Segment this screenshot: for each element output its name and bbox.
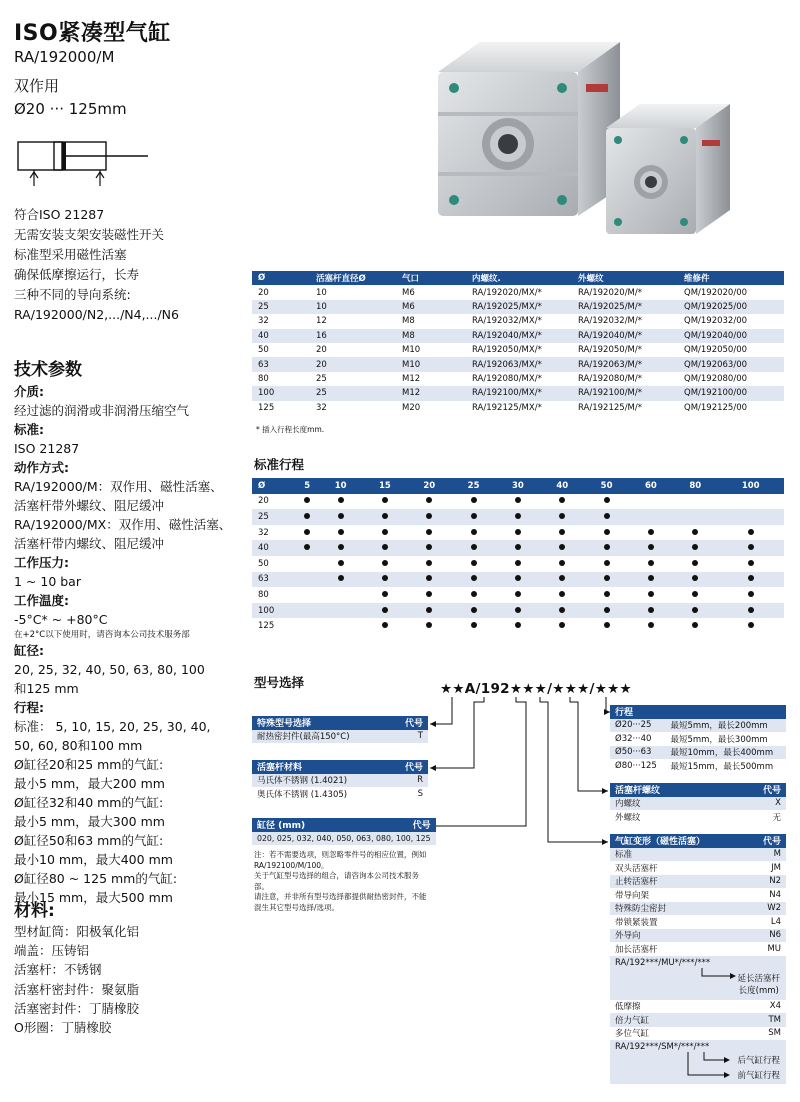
table-cell: 25 — [310, 386, 396, 400]
spec-value: 1 ~ 10 bar — [14, 574, 81, 589]
table-cell: RA/192040/M/* — [572, 329, 678, 343]
spec-value: Ø缸径80 ~ 125 mm的气缸: — [14, 871, 178, 886]
bore-box — [252, 818, 436, 845]
material-item: 活塞杆密封件：聚氨脂 — [14, 981, 140, 997]
note-line: 请注意，并非所有型号选择都提供耐热密封件，不能混生其它型号选择/选项。 — [254, 892, 427, 912]
variant-box — [610, 834, 786, 1084]
spec-label: 工作压力: — [14, 555, 69, 570]
table-cell: 10 — [310, 285, 396, 299]
order-code: ★★A/192★★★/★★★/★★★ — [440, 681, 632, 697]
spec-value: 活塞杆带内螺纹、阻尼缓冲 — [14, 536, 165, 551]
selection-notes — [254, 850, 430, 914]
table-cell: QM/192025/00 — [678, 300, 784, 314]
stroke-column-header: 5 — [296, 478, 318, 494]
code-header: 代号 — [390, 760, 429, 774]
table-cell: RA/192125/MX/* — [466, 401, 572, 415]
spec-value: 最小15 mm，最大500 mm — [14, 890, 173, 905]
stroke-column-header: 40 — [540, 478, 584, 494]
table-cell: M20 — [396, 401, 466, 415]
spec-label: 介质: — [14, 384, 44, 399]
stroke-column-header: 20 — [407, 478, 451, 494]
column-header: Ø — [252, 271, 310, 285]
table-cell: 32 — [310, 401, 396, 415]
table-cell: RA/192125/M/* — [572, 401, 678, 415]
multi-position-code: RA/192***/SM*/***/*** — [615, 1042, 710, 1052]
table-cell: RA/192025/MX/* — [466, 300, 572, 314]
option-row: 外导向 N6 — [610, 929, 786, 943]
table-cell: 40 — [252, 329, 310, 343]
spec-value: 标准： 5, 10, 15, 20, 25, 30, 40, — [14, 719, 211, 734]
table-cell: RA/192100/M/* — [572, 386, 678, 400]
table-cell: RA/192063/M/* — [572, 357, 678, 371]
table-cell: QM/192032/00 — [678, 314, 784, 328]
bore-label: 40 — [252, 540, 296, 556]
spec-value: RA/192000/M：双作用、磁性活塞、 — [14, 479, 223, 494]
box-header: 特殊型号选择 — [252, 716, 390, 730]
option-row: 止转活塞杆 N2 — [610, 875, 786, 889]
material-item: 活塞杆：不锈钢 — [14, 962, 102, 978]
table-cell: RA/192020/MX/* — [466, 285, 572, 299]
table-cell: QM/192050/00 — [678, 343, 784, 357]
page-title: ISO紧凑型气缸 — [14, 21, 171, 46]
code-header: 代号 — [376, 818, 436, 832]
table-cell: M6 — [396, 285, 466, 299]
bore-label: 32 — [252, 525, 296, 541]
spec-value: 和125 mm — [14, 681, 79, 696]
rear-cylinder-label: 后气缸行程 — [737, 1056, 780, 1066]
material-item: 型材缸筒：阳极氧化铝 — [14, 924, 140, 939]
table-cell: 16 — [310, 329, 396, 343]
table-cell: 20 — [310, 357, 396, 371]
box-header: 活塞杆螺纹 — [610, 783, 727, 797]
bore-label: 125 — [252, 618, 296, 634]
table-cell: M10 — [396, 357, 466, 371]
bore-label: 20 — [252, 494, 296, 510]
stroke-column-header: 80 — [673, 478, 717, 494]
spec-label: 工作温度: — [14, 593, 69, 608]
table-cell: 63 — [252, 357, 310, 371]
box-header: 行程 — [610, 705, 786, 719]
table-cell: 80 — [252, 372, 310, 386]
table-cell: 100 — [252, 386, 310, 400]
option-row: 020, 025, 032, 040, 050, 063, 080, 100, 125 — [252, 832, 436, 846]
bore-label: 50 — [252, 556, 296, 572]
spec-value: Ø缸径32和40 mm的气缸: — [14, 795, 164, 810]
extended-rod-unit: 长度(mm) — [738, 985, 779, 996]
table-cell: RA/192063/MX/* — [466, 357, 572, 371]
code-header: 代号 — [390, 716, 428, 730]
table-cell: RA/192040/MX/* — [466, 329, 572, 343]
column-header: 内螺纹. — [466, 271, 572, 285]
bore-label: 63 — [252, 572, 296, 588]
spec-value: Ø缸径50和63 mm的气缸: — [14, 833, 164, 848]
materials-heading: 材料: — [14, 901, 55, 921]
spec-label: 行程: — [14, 700, 44, 715]
table-cell: M6 — [396, 300, 466, 314]
stroke-column-header: 15 — [363, 478, 407, 494]
stroke-column-header: 100 — [717, 478, 784, 494]
spec-value: 活塞杆带外螺纹、阻尼缓冲 — [14, 498, 165, 513]
standard-stroke-heading: 标准行程 — [254, 457, 305, 472]
feature-item: 确保低摩擦运行，长寿 — [14, 267, 140, 282]
table-cell: M10 — [396, 343, 466, 357]
option-row: 双头活塞杆 JM — [610, 861, 786, 875]
box-header: 活塞杆材料 — [252, 760, 390, 774]
table-cell: QM/192125/00 — [678, 401, 784, 415]
table-cell: RA/192020/M/* — [572, 285, 678, 299]
extended-rod-row — [610, 956, 786, 1000]
option-row: Ø20···25 最短5mm，最长200mm — [610, 719, 786, 733]
option-row: 特殊防尘密封 W2 — [610, 902, 786, 916]
code-header: 代号 — [747, 834, 786, 848]
table-cell: 25 — [310, 372, 396, 386]
table-footnote: * 插入行程长度mm. — [256, 425, 325, 434]
spec-value: 最小5 mm，最大300 mm — [14, 814, 165, 829]
table-cell: 50 — [252, 343, 310, 357]
spec-value: 最小10 mm，最大400 mm — [14, 852, 173, 867]
table-cell: RA/192032/MX/* — [466, 314, 572, 328]
table-cell: 32 — [252, 314, 310, 328]
tech-params-heading: 技术参数 — [14, 360, 82, 380]
spec-value: Ø缸径20和25 mm的气缸: — [14, 757, 164, 772]
table-cell: RA/192080/MX/* — [466, 372, 572, 386]
bore-range: Ø20 ··· 125mm — [14, 100, 127, 118]
stroke-column-header: 30 — [496, 478, 540, 494]
option-row: Ø80···125 最短15mm，最长500mm — [610, 759, 786, 773]
table-cell: RA/192032/M/* — [572, 314, 678, 328]
table-cell: 20 — [252, 285, 310, 299]
table-cell: QM/192080/00 — [678, 372, 784, 386]
table-cell: 125 — [252, 401, 310, 415]
extended-rod-label: 延长活塞杆 — [737, 973, 780, 984]
code-header: 代号 — [727, 783, 786, 797]
model-number: RA/192000/M — [14, 48, 115, 66]
action-type: 双作用 — [14, 77, 60, 95]
feature-item: RA/192000/N2,.../N4,.../N6 — [14, 307, 179, 322]
option-row: 倍力气缸 TM — [610, 1013, 786, 1027]
arrow-icon — [698, 968, 738, 982]
model-selection-heading: 型号选择 — [254, 675, 305, 690]
spec-label: 标准: — [14, 422, 44, 437]
bore-label: 100 — [252, 603, 296, 619]
table-cell: RA/192100/MX/* — [466, 386, 572, 400]
column-header: 活塞杆直径Ø — [310, 271, 396, 285]
column-header: Ø — [252, 478, 296, 494]
spec-value: 50, 60, 80和100 mm — [14, 738, 143, 753]
front-cylinder-label: 前气缸行程 — [737, 1071, 780, 1081]
feature-item: 无需安装支架安装磁性开关 — [14, 227, 165, 242]
spec-label: 缸径: — [14, 643, 44, 658]
option-row: 内螺纹 X — [610, 797, 786, 811]
spec-value: 经过滤的润滑或非润滑压缩空气 — [14, 403, 190, 418]
material-item: O形圈：丁腈橡胶 — [14, 1020, 112, 1036]
special-option-box — [252, 716, 428, 743]
table-cell: QM/192040/00 — [678, 329, 784, 343]
option-row: 外螺纹 无 — [610, 810, 786, 824]
table-cell: 10 — [310, 300, 396, 314]
spec-footnote: 在+2°C以下使用时，请咨询本公司技术服务部 — [14, 630, 190, 640]
note-line: 注：若不需要选项，则忽略零件号的相应位置，例如RA/192100/M/100。 — [254, 850, 427, 870]
option-row: 耐热密封件(最高150°C) T — [252, 730, 428, 744]
option-row: 加长活塞杆 MU — [610, 942, 786, 956]
extended-rod-code: RA/192***/MU*/***/*** — [615, 957, 711, 968]
rod-thread-box — [610, 783, 786, 824]
box-header: 气缸变形（磁性活塞） — [610, 834, 747, 848]
bore-label: 25 — [252, 509, 296, 525]
stroke-column-header: 10 — [318, 478, 362, 494]
option-row: 低摩擦 X4 — [610, 1000, 786, 1014]
option-row: Ø32···40 最短5mm，最长300mm — [610, 732, 786, 746]
table-cell: RA/192050/M/* — [572, 343, 678, 357]
option-row: 奥氏体不锈钢 (1.4305) S — [252, 787, 428, 801]
table-cell: QM/192063/00 — [678, 357, 784, 371]
spec-value: ISO 21287 — [14, 441, 80, 456]
table-cell: 20 — [310, 343, 396, 357]
spec-label: 动作方式: — [14, 460, 69, 475]
box-header: 缸径 (mm) — [252, 818, 376, 832]
option-row: Ø50···63 最短10mm，最长400mm — [610, 746, 786, 760]
spec-value: RA/192000/MX：双作用、磁性活塞、 — [14, 517, 232, 532]
option-row: 多位气缸 SM — [610, 1027, 786, 1041]
table-cell: M12 — [396, 372, 466, 386]
spec-value: 20, 25, 32, 40, 50, 63, 80, 100 — [14, 662, 205, 677]
stroke-column-header: 50 — [584, 478, 628, 494]
option-row: 带导向架 N4 — [610, 888, 786, 902]
table-cell: M12 — [396, 386, 466, 400]
table-cell: M8 — [396, 314, 466, 328]
column-header: 外螺纹 — [572, 271, 678, 285]
table-cell: QM/192020/00 — [678, 285, 784, 299]
multi-position-row — [610, 1040, 786, 1084]
stroke-column-header: 60 — [629, 478, 673, 494]
feature-item: 三种不同的导向系统: — [14, 287, 131, 302]
table-cell: 25 — [252, 300, 310, 314]
stroke-box — [610, 705, 786, 773]
spec-value: 最小5 mm，最大200 mm — [14, 776, 165, 791]
rod-material-box — [252, 760, 428, 801]
table-cell: RA/192080/M/* — [572, 372, 678, 386]
feature-item: 符合ISO 21287 — [14, 207, 105, 222]
option-row: 标准 M — [610, 848, 786, 862]
note-line: 关于气缸型号选择的组合，请咨询本公司技术服务部。 — [254, 871, 419, 891]
column-header: 维修件 — [678, 271, 784, 285]
arrow-icon — [682, 1052, 732, 1082]
table-cell: 12 — [310, 314, 396, 328]
option-row: 马氏体不锈钢 (1.4021) R — [252, 774, 428, 788]
table-cell: RA/192025/M/* — [572, 300, 678, 314]
stroke-column-header: 25 — [451, 478, 495, 494]
table-cell: QM/192100/00 — [678, 386, 784, 400]
column-header: 气口 — [396, 271, 466, 285]
material-item: 端盖：压铸铝 — [14, 943, 90, 959]
option-row: 带锁紧装置 L4 — [610, 915, 786, 929]
feature-item: 标准型采用磁性活塞 — [14, 247, 127, 262]
table-cell: M8 — [396, 329, 466, 343]
material-item: 活塞密封件：丁腈橡胶 — [14, 1000, 140, 1016]
spec-value: -5°C* ~ +80°C — [14, 612, 108, 627]
table-cell: RA/192050/MX/* — [466, 343, 572, 357]
bore-label: 80 — [252, 587, 296, 603]
